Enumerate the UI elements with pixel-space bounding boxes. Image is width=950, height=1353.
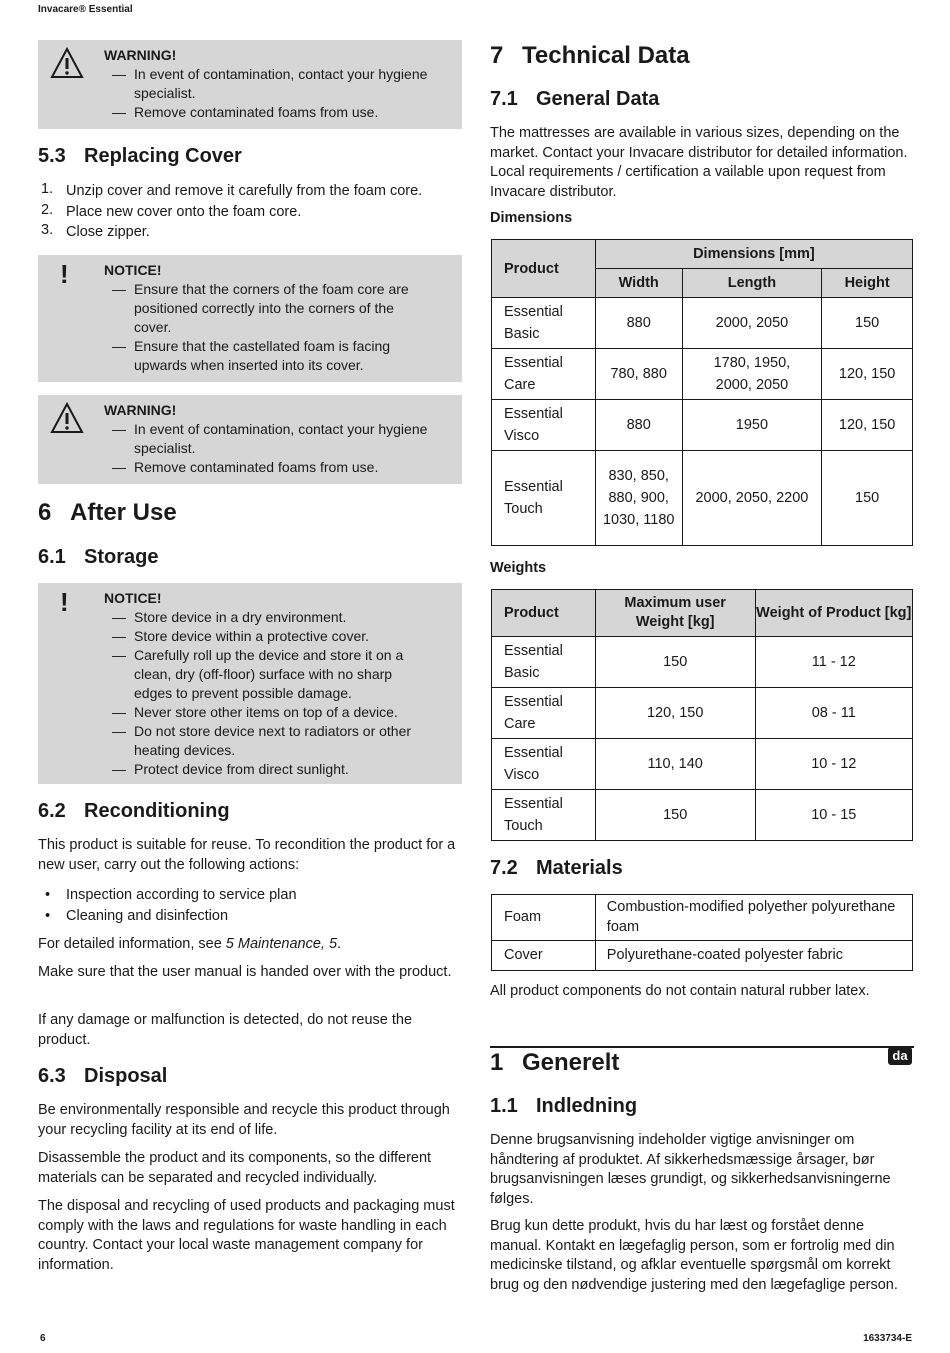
notice-list	[112, 608, 430, 779]
warning-list	[112, 65, 457, 122]
column-header-dimensions: Dimensions [mm]	[595, 240, 912, 269]
warning-item: — Remove contaminated foams from use.	[112, 103, 457, 122]
section-heading-7-1: 7.1 General Data	[490, 88, 660, 110]
table-row	[492, 298, 913, 349]
weights-label: Weights	[490, 560, 547, 576]
list-item: 2. Place new cover onto the foam core.	[41, 201, 302, 220]
latex-note: All product components do not contain natural rubber latex.	[490, 983, 870, 999]
table-cell: 1780, 1950, 2000, 2050	[682, 349, 822, 400]
section-heading-7-2: 7.2 Materials	[490, 857, 623, 879]
notice-item: — Store device within a protective cover.	[112, 627, 430, 646]
table-cell: Essential Visco	[492, 739, 596, 790]
table-cell: 2000, 2050	[682, 298, 822, 349]
warning-triangle-icon	[50, 401, 84, 435]
notice-item: — Carefully roll up the device and store it on a clean, dry (off-floor) surface with no sharp edges to prevent possible damage.	[112, 646, 430, 703]
table-row	[492, 688, 913, 739]
disposal-paragraph-2: Disassemble the product and its components, so the different materials can be separated and recycled individually.	[38, 1150, 432, 1186]
table-row	[492, 451, 913, 546]
table-cell: 120, 150	[822, 400, 913, 451]
reconditioning-manual-note: Make sure that the user manual is handed over with the product.	[38, 964, 452, 980]
column-header-product: Product	[492, 590, 596, 637]
table-cell: 110, 140	[595, 739, 755, 790]
table-cell: Essential Touch	[492, 790, 596, 841]
warning-title: WARNING!	[104, 402, 177, 418]
table-cell: 780, 880	[595, 349, 682, 400]
reconditioning-actions	[38, 885, 462, 927]
exclamation-icon: !	[60, 259, 69, 289]
notice-title: NOTICE!	[104, 590, 162, 606]
section-heading-6-1: 6.1 Storage	[38, 546, 159, 568]
table-cell: Polyurethane-coated polyester fabric	[595, 941, 912, 971]
section-heading-6-2: 6.2 Reconditioning	[38, 800, 230, 822]
table-cell: 11 - 12	[755, 637, 912, 688]
table-cell: Cover	[492, 941, 596, 971]
maintenance-cross-reference-link[interactable]: 5 Maintenance, 5	[225, 936, 338, 952]
warning-list	[112, 420, 457, 477]
document-number: 1633734-E	[863, 1333, 912, 1344]
table-cell: 880	[595, 298, 682, 349]
page-number: 6	[40, 1333, 46, 1344]
table-cell: 1950	[682, 400, 822, 451]
section-heading-7: 7 Technical Data	[490, 42, 690, 69]
table-cell: Essential Visco	[492, 400, 596, 451]
language-badge: da	[888, 1047, 912, 1065]
materials-table	[491, 894, 913, 971]
table-cell: Combustion-modified polyether polyurethane foam	[595, 895, 912, 941]
table-cell: Essential Basic	[492, 298, 596, 349]
notice-item: — Do not store device next to radiators or other heating devices.	[112, 722, 430, 760]
table-cell: 830, 850, 880, 900, 1030, 1180	[595, 451, 682, 546]
warning-triangle-icon	[50, 46, 84, 80]
table-row	[492, 941, 913, 971]
reconditioning-reference: For detailed information, see 5 Maintenance, 5.	[38, 936, 342, 952]
table-cell: 150	[595, 790, 755, 841]
disposal-paragraph-1: Be environmentally responsible and recycle this product through your recycling facility at its end of life.	[38, 1102, 450, 1138]
list-item: 3. Close zipper.	[41, 222, 150, 240]
warning-item: — Remove contaminated foams from use.	[112, 458, 457, 477]
da-intro-paragraph-1: Denne brugsanvisning indeholder vigtige anvisninger om håndtering af produktet. Af sikkerhedsmæssige årsager, bør brugsanvisningen læses grundigt, og sikkerhedsanvisningerne følges.	[490, 1132, 891, 1207]
warning-item: — In event of contamination, contact your hygiene specialist.	[112, 420, 457, 458]
column-header-length: Length	[682, 269, 822, 298]
section-heading-5-3: 5.3 Replacing Cover	[38, 145, 242, 167]
table-cell: 150	[822, 298, 913, 349]
warning-title: WARNING!	[104, 47, 177, 63]
notice-list	[112, 280, 430, 375]
column-header-max-user-weight: Maximum user Weight [kg]	[595, 590, 755, 637]
reconditioning-intro: This product is suitable for reuse. To recondition the product for a new user, carry out the following actions:	[38, 837, 456, 873]
warning-item: — In event of contamination, contact your hygiene specialist.	[112, 65, 457, 103]
table-row	[492, 349, 913, 400]
weights-table	[491, 589, 913, 841]
table-cell: 08 - 11	[755, 688, 912, 739]
list-item: • Cleaning and disinfection	[38, 906, 462, 927]
warning-box-contamination-2	[38, 395, 462, 484]
dimensions-table	[491, 239, 913, 546]
section-heading-da-1: 1 Generelt	[490, 1049, 620, 1076]
table-cell: 10 - 15	[755, 790, 912, 841]
notice-title: NOTICE!	[104, 262, 162, 278]
table-cell: 2000, 2050, 2200	[682, 451, 822, 546]
table-cell: 880	[595, 400, 682, 451]
document-header-brand: Invacare® Essential	[38, 4, 133, 15]
replacing-cover-steps	[38, 181, 462, 243]
notice-item: — Ensure that the corners of the foam core are positioned correctly into the corners of the cover.	[112, 280, 430, 337]
table-cell: Essential Basic	[492, 637, 596, 688]
table-cell: 120, 150	[822, 349, 913, 400]
column-header-width: Width	[595, 269, 682, 298]
dimensions-label: Dimensions	[490, 210, 573, 226]
da-intro-paragraph-2: Brug kun dette produkt, hvis du har læst og forstået denne manual. Kontakt en lægefaglig person, som er fortrolig med din medicinske tilstand, og afklar eventuelle spørgsmål om korrekt brug og den nødvendige justering med den lægefaglige person.	[490, 1218, 898, 1293]
notice-box-cover	[38, 255, 462, 382]
table-cell: 120, 150	[595, 688, 755, 739]
column-header-product-weight: Weight of Product [kg]	[755, 590, 912, 637]
table-row	[492, 895, 913, 941]
table-cell: 150	[595, 637, 755, 688]
notice-item: — Never store other items on top of a device.	[112, 703, 430, 722]
table-row	[492, 400, 913, 451]
table-cell: Essential Touch	[492, 451, 596, 546]
warning-box-contamination	[38, 40, 462, 129]
list-item: 1. Unzip cover and remove it carefully from the foam core.	[41, 181, 423, 199]
table-row	[492, 637, 913, 688]
section-heading-da-1-1: 1.1 Indledning	[490, 1095, 638, 1117]
notice-item: — Ensure that the castellated foam is facing upwards when inserted into its cover.	[112, 337, 430, 375]
table-row	[492, 790, 913, 841]
list-item: • Inspection according to service plan	[38, 885, 462, 906]
column-header-height: Height	[822, 269, 913, 298]
general-data-paragraph: The mattresses are available in various sizes, depending on the market. Contact your Invacare distributor for detailed information. Local requirements / certification a vailable upon request from Invacare distributor.	[490, 125, 908, 200]
table-cell: Essential Care	[492, 349, 596, 400]
table-cell: Essential Care	[492, 688, 596, 739]
table-cell: 150	[822, 451, 913, 546]
column-header-product: Product	[492, 240, 596, 298]
table-cell: 10 - 12	[755, 739, 912, 790]
section-heading-6: 6 After Use	[38, 499, 177, 526]
exclamation-icon: !	[60, 587, 69, 617]
reconditioning-damage-note: If any damage or malfunction is detected, do not reuse the product.	[38, 1012, 413, 1048]
table-cell: Foam	[492, 895, 596, 941]
table-row	[492, 739, 913, 790]
disposal-paragraph-3: The disposal and recycling of used products and packaging must comply with the laws and regulations for waste handling in each country. Contact your local waste management company for information.	[38, 1198, 455, 1273]
notice-item: — Store device in a dry environment.	[112, 608, 430, 627]
notice-box-storage	[38, 583, 462, 784]
section-heading-6-3: 6.3 Disposal	[38, 1065, 168, 1087]
language-section-rule	[490, 1046, 914, 1048]
notice-item: — Protect device from direct sunlight.	[112, 760, 430, 779]
